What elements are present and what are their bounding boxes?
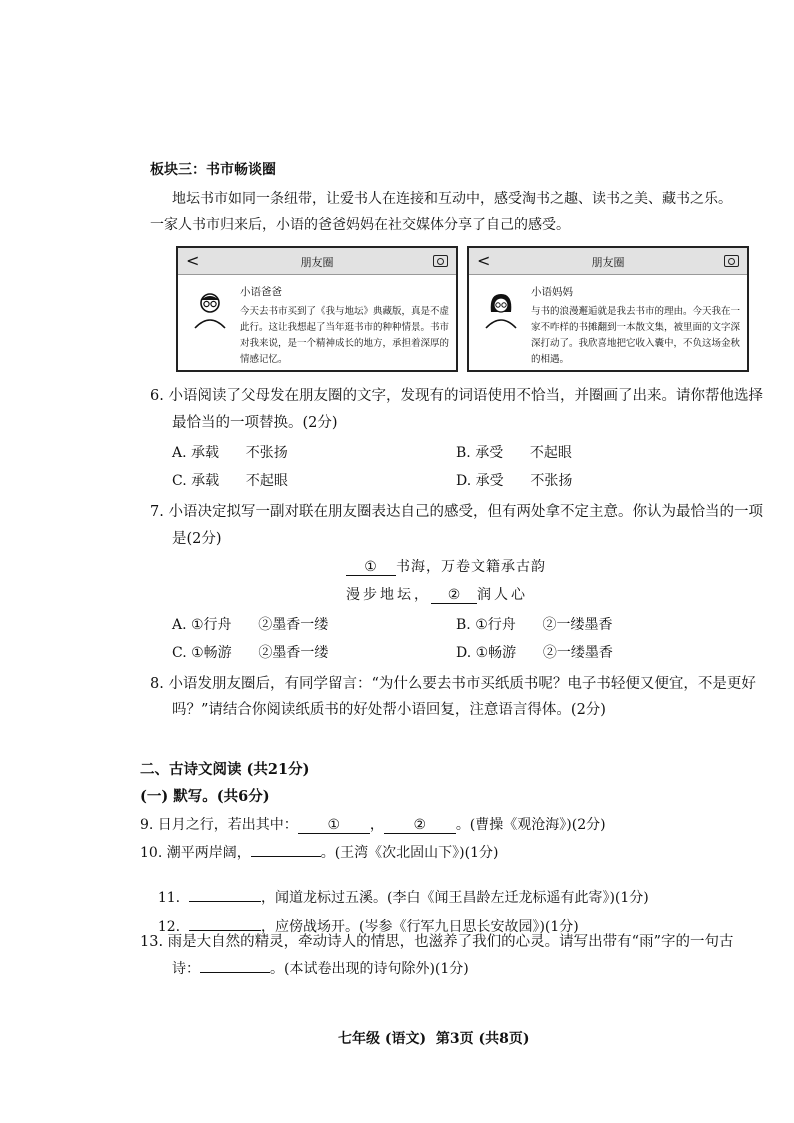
- couplet-text-1: 书海，万卷文籍承古韵: [396, 559, 546, 575]
- q7-option-d: D. ①畅游 ②一缕墨香: [456, 645, 613, 661]
- couplet-line-1: [346, 556, 546, 576]
- camera-icon: [433, 255, 448, 267]
- q9: [140, 814, 606, 834]
- couplet-blank-1[interactable]: ①: [346, 559, 396, 576]
- q8-line-2: 吗？”请结合你阅读纸质书的好处帮小语回复，注意语言得体。(2分): [172, 702, 606, 718]
- q10-suffix: 。(王湾《次北固山下》)(1分): [320, 845, 499, 861]
- q13-suffix: 。(本试卷出现的诗句除外)(1分): [270, 961, 469, 977]
- q11-prefix: 11.: [157, 890, 189, 906]
- camera-icon: [724, 255, 739, 267]
- q6-option-a: A. 承载 不张扬: [172, 445, 288, 461]
- couplet-text-2-tail: 润人心: [477, 587, 528, 603]
- couplet-blank-2[interactable]: ②: [431, 587, 477, 604]
- q9-separator: ，: [369, 817, 384, 833]
- q12-prefix: 12.: [157, 919, 189, 935]
- couplet-line-2: [346, 584, 528, 604]
- q7-option-c: C. ①畅游 ②墨香一缕: [172, 645, 329, 661]
- q10-blank[interactable]: [251, 856, 321, 857]
- q13-line-1: 13. 雨是大自然的精灵，牵动诗人的情思，也滋养了我们的心灵。请写出带有“雨”字的一句古: [140, 934, 734, 950]
- part2-heading: 二、古诗文阅读 (共21分): [140, 761, 310, 778]
- q9-blank-2[interactable]: ②: [384, 817, 456, 834]
- moments-header: [178, 248, 456, 275]
- couplet-text-2: 漫步地坛，: [346, 587, 431, 603]
- moments-post-text: 今天去书市买到了《我与地坛》典藏版，真是不虚此行。这让我想起了当年逛书市的种种情景。书市对我来说，是一个精神成长的地方，承担着深厚的情感记忆。: [240, 306, 450, 365]
- moments-title: 朋友圈: [591, 256, 625, 269]
- q7-stem-line-2: 是(2分): [172, 531, 222, 547]
- part2-subheading: (一) 默写。(共6分): [140, 788, 270, 805]
- section-heading: 板块三：书市畅谈圈: [150, 162, 276, 178]
- back-arrow-icon: <: [477, 251, 491, 270]
- moments-card-dad: [176, 246, 458, 372]
- q8-line-1: 8. 小语发朋友圈后，有同学留言：“为什么要去书市买纸质书呢？电子书轻便又便宜，不是更好: [150, 676, 756, 692]
- moments-username: 小语妈妈: [531, 286, 573, 298]
- q9-prefix: 9. 日月之行，若出其中：: [140, 817, 298, 833]
- q9-blank-1[interactable]: ①: [298, 817, 370, 834]
- back-arrow-icon: <: [186, 251, 200, 270]
- moments-title: 朋友圈: [300, 256, 334, 269]
- q11-suffix: ，闻道龙标过五溪。(李白《闻王昌龄左迁龙标遥有此寄》)(1分): [260, 890, 649, 906]
- q7-option-a: A. ①行舟 ②墨香一缕: [172, 617, 329, 633]
- q6-option-b: B. 承受 不起眼: [456, 445, 572, 461]
- q13-prefix: 诗：: [172, 961, 200, 977]
- intro-line-1: 地坛书市如同一条纽带，让爱书人在连接和互动中，感受淘书之趣、读书之美、藏书之乐。: [172, 191, 732, 207]
- q10-prefix: 10. 潮平两岸阔，: [140, 845, 251, 861]
- q6-stem-line-2: 最恰当的一项替换。(2分): [172, 415, 338, 431]
- q13-line-2: [172, 958, 469, 978]
- dad-avatar-icon: [192, 290, 228, 330]
- intro-line-2: 一家人书市归来后，小语的爸爸妈妈在社交媒体分享了自己的感受。: [150, 217, 570, 233]
- moments-post-text: 与书的浪漫邂逅就是我去书市的理由。今天我在一家不咋样的书摊翻到一本散文集，被里面的文字深深打动了。我欣喜地把它收入囊中，不负这场金秋的相遇。: [531, 306, 741, 365]
- q9-suffix: 。(曹操《观沧海》)(2分): [455, 817, 606, 833]
- q7-stem-line-1: 7. 小语决定拟写一副对联在朋友圈表达自己的感受，但有两处拿不定主意。你认为最恰当的一项: [150, 504, 763, 520]
- q12-suffix: ，应傍战场开。(岑参《行军九日思长安故园》)(1分): [260, 919, 579, 935]
- mom-avatar-icon: [483, 290, 519, 330]
- q7-option-b: B. ①行舟 ②一缕墨香: [456, 617, 613, 633]
- moments-card-mom: [467, 246, 749, 372]
- q13-blank[interactable]: [200, 972, 270, 973]
- q6-option-d: D. 承受 不张扬: [456, 473, 573, 489]
- moments-header: [469, 248, 747, 275]
- page-footer: 七年级 (语文) 第3页 (共8页): [338, 1031, 530, 1047]
- q10: [140, 842, 498, 862]
- moments-username: 小语爸爸: [240, 286, 282, 298]
- q6-stem-line-1: 6. 小语阅读了父母发在朋友圈的文字，发现有的词语使用不恰当，并圈画了出来。请你帮他选择: [150, 388, 763, 404]
- q6-option-c: C. 承载 不起眼: [172, 473, 288, 489]
